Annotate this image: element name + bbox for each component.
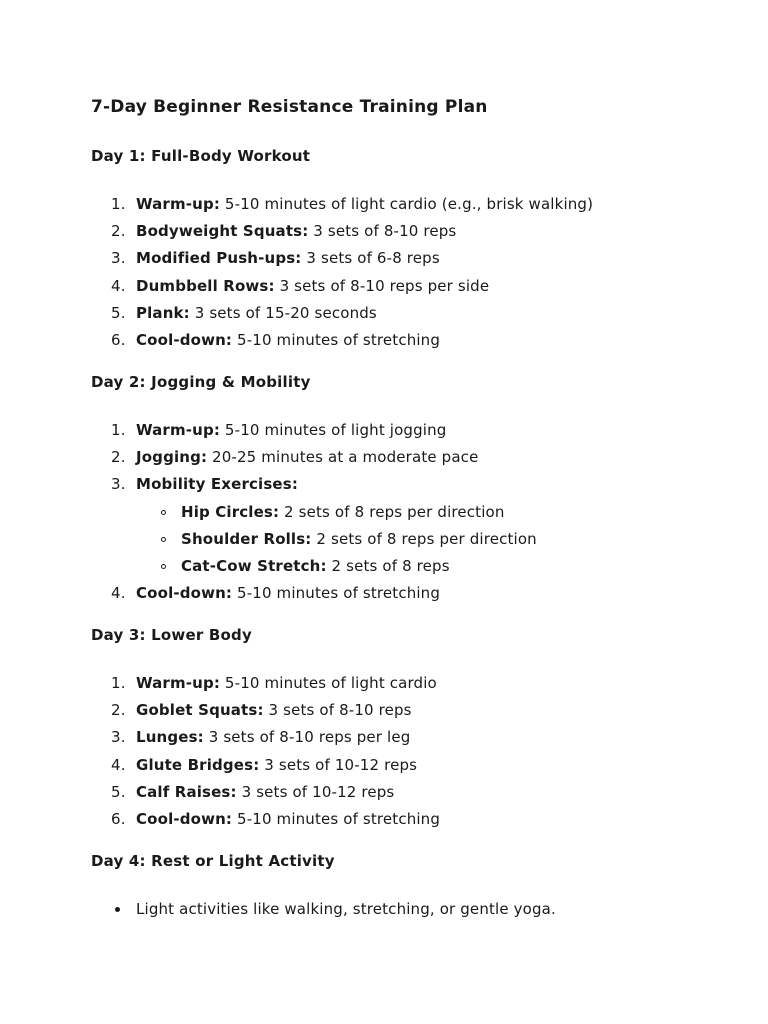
document-title: 7-Day Beginner Resistance Training Plan xyxy=(91,97,488,117)
exercise-detail: 20-25 minutes at a moderate pace xyxy=(207,448,479,467)
exercise-detail: 3 sets of 8-10 reps xyxy=(263,701,412,720)
exercise-detail: 3 sets of 8-10 reps per leg xyxy=(203,728,411,747)
circle-bullet-icon xyxy=(161,564,166,569)
exercise-detail: 3 sets of 10-12 reps xyxy=(236,782,395,801)
item-number: 4. xyxy=(111,276,126,295)
day-3-exercise-list xyxy=(91,670,731,833)
exercise-detail: 3 sets of 8-10 reps per side xyxy=(274,276,490,295)
list-item xyxy=(91,218,731,245)
list-item xyxy=(91,191,731,218)
item-number: 2. xyxy=(111,448,126,467)
list-item xyxy=(91,417,731,444)
sub-list-item xyxy=(136,526,731,553)
exercise-name: Modified Push-ups: xyxy=(136,249,302,268)
exercise-detail: 5-10 minutes of light jogging xyxy=(220,421,447,439)
item-number: 5. xyxy=(111,782,126,801)
exercise-name: Hip Circles: xyxy=(181,502,280,521)
day-1-exercise-list xyxy=(91,191,731,354)
exercise-detail: 2 sets of 8 reps per direction xyxy=(311,529,537,548)
exercise-name: Cool-down: xyxy=(136,583,233,602)
item-number: 6. xyxy=(111,331,126,350)
exercise-name: Jogging: xyxy=(136,448,208,467)
item-number: 6. xyxy=(111,810,126,829)
list-item xyxy=(91,752,731,779)
list-item xyxy=(91,471,731,579)
exercise-detail: 5-10 minutes of stretching xyxy=(232,331,441,350)
list-item xyxy=(91,896,731,923)
mobility-exercise-sublist xyxy=(136,499,731,580)
exercise-name: Shoulder Rolls: xyxy=(181,529,312,548)
day-2-heading: Day 2: Jogging & Mobility xyxy=(91,373,311,391)
exercise-name: Warm-up: xyxy=(136,195,221,213)
item-number: 1. xyxy=(111,674,126,692)
list-item xyxy=(91,300,731,327)
day-3-heading: Day 3: Lower Body xyxy=(91,626,252,644)
list-item xyxy=(91,724,731,751)
exercise-name: Warm-up: xyxy=(136,421,221,439)
list-item xyxy=(91,327,731,354)
item-number: 4. xyxy=(111,755,126,774)
exercise-name: Cool-down: xyxy=(136,810,233,829)
item-number: 1. xyxy=(111,421,126,439)
exercise-name: Mobility Exercises: xyxy=(136,475,298,494)
exercise-name: Cool-down: xyxy=(136,331,233,350)
activity-text: Light activities like walking, stretching, or gentle yoga. xyxy=(136,900,556,918)
exercise-detail: 5-10 minutes of stretching xyxy=(232,583,441,602)
exercise-name: Bodyweight Squats: xyxy=(136,222,309,241)
day-1-heading: Day 1: Full-Body Workout xyxy=(91,147,311,165)
day-3-section xyxy=(91,625,731,833)
item-number: 3. xyxy=(111,249,126,268)
exercise-detail: 2 sets of 8 reps per direction xyxy=(279,502,505,521)
list-item xyxy=(91,444,731,471)
exercise-detail: 5-10 minutes of stretching xyxy=(232,810,441,829)
list-item xyxy=(91,670,731,697)
exercise-name: Goblet Squats: xyxy=(136,701,264,720)
list-item xyxy=(91,806,731,833)
item-number: 2. xyxy=(111,701,126,720)
exercise-name: Lunges: xyxy=(136,728,204,747)
exercise-detail: 2 sets of 8 reps xyxy=(326,556,450,575)
day-1-section xyxy=(91,146,731,354)
day-4-activity-list xyxy=(91,896,731,923)
list-item xyxy=(91,697,731,724)
item-number: 4. xyxy=(111,583,126,602)
item-number: 1. xyxy=(111,195,126,213)
exercise-name: Glute Bridges: xyxy=(136,755,260,774)
exercise-name: Plank: xyxy=(136,303,190,322)
item-number: 5. xyxy=(111,303,126,322)
day-4-section xyxy=(91,851,731,923)
exercise-detail: 5-10 minutes of light cardio xyxy=(220,674,437,692)
list-item xyxy=(91,245,731,272)
list-item xyxy=(91,580,731,607)
exercise-name: Dumbbell Rows: xyxy=(136,276,275,295)
day-4-heading: Day 4: Rest or Light Activity xyxy=(91,852,335,870)
exercise-detail: 3 sets of 15-20 seconds xyxy=(189,303,377,322)
exercise-detail: 3 sets of 6-8 reps xyxy=(301,249,440,268)
circle-bullet-icon xyxy=(161,537,166,542)
bullet-icon xyxy=(115,907,120,912)
sub-list-item xyxy=(136,499,731,526)
sub-list-item xyxy=(136,553,731,580)
exercise-detail: 3 sets of 8-10 reps xyxy=(308,222,457,241)
list-item xyxy=(91,273,731,300)
exercise-name: Warm-up: xyxy=(136,674,221,692)
item-number: 3. xyxy=(111,728,126,747)
exercise-detail: 3 sets of 10-12 reps xyxy=(259,755,418,774)
exercise-name: Cat-Cow Stretch: xyxy=(181,556,327,575)
day-2-section xyxy=(91,372,731,607)
item-number: 2. xyxy=(111,222,126,241)
circle-bullet-icon xyxy=(161,510,166,515)
day-2-exercise-list xyxy=(91,417,731,607)
list-item xyxy=(91,779,731,806)
exercise-name: Calf Raises: xyxy=(136,782,237,801)
exercise-detail: 5-10 minutes of light cardio (e.g., brisk walking) xyxy=(220,195,594,213)
item-number: 3. xyxy=(111,475,126,494)
